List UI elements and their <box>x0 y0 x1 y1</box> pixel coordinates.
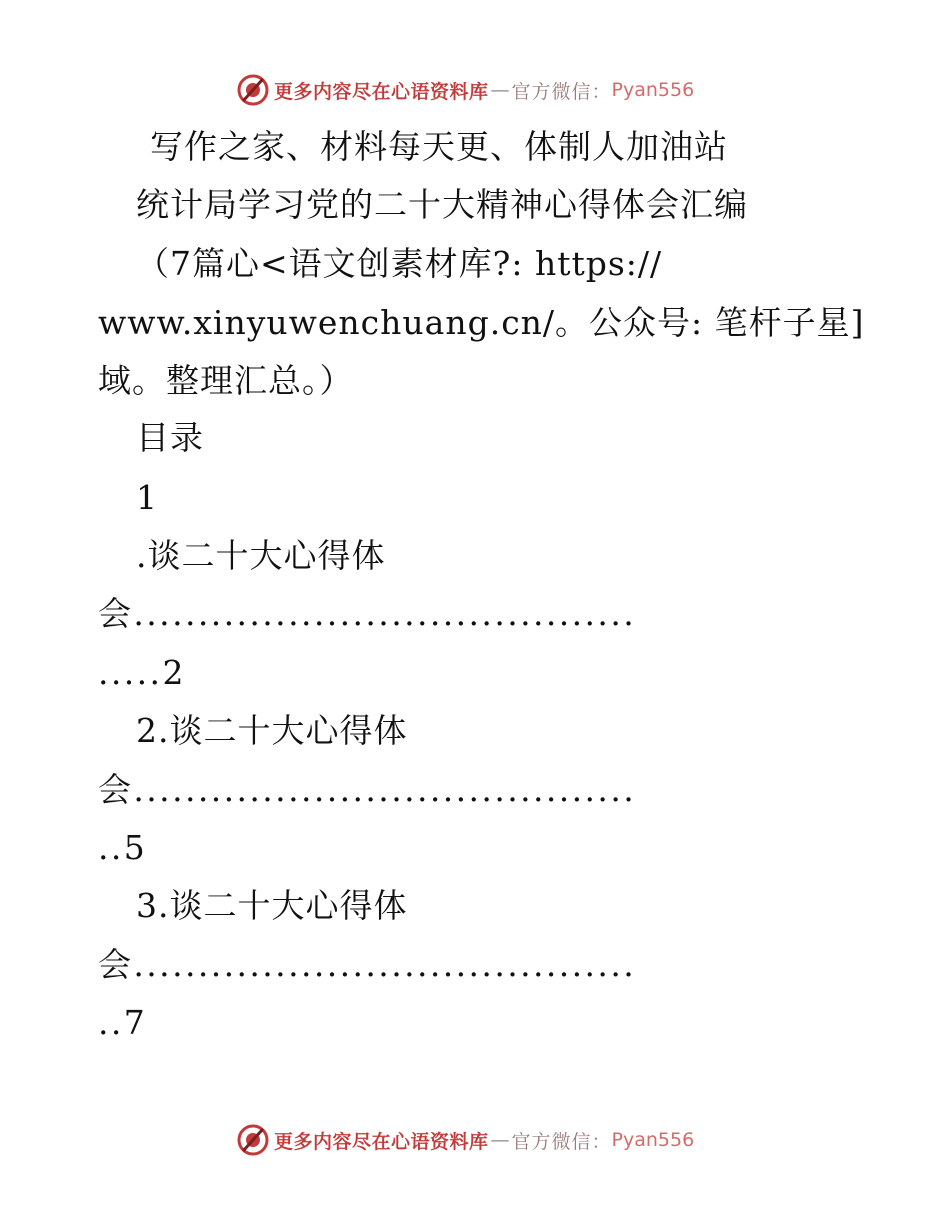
banner-wechat-label: 官方微信： <box>511 80 612 103</box>
toc-entry-1-dots: 会....................................... <box>98 594 637 633</box>
toc-entry-3-page: ..7 <box>98 1003 148 1042</box>
banner-wechat-id: Pyan556 <box>611 1129 695 1151</box>
toc-entry-2-dots: 会....................................... <box>98 770 637 809</box>
doc-line-1: 写作之家、材料每天更、体制人加油站 <box>150 127 728 166</box>
banner-wechat-id: Pyan556 <box>611 79 695 101</box>
doc-title: 统计局学习党的二十大精神心得体会汇编 <box>136 185 748 224</box>
header-banner <box>236 72 694 108</box>
toc-entry-2-title: 2.谈二十大心得体 <box>136 711 408 750</box>
toc-entry-1-title: .谈二十大心得体 <box>136 536 386 575</box>
toc-entry-1-page: .....2 <box>98 653 186 692</box>
toc-title: 目录 <box>136 418 204 457</box>
toc-entry-2-page: ..5 <box>98 828 148 867</box>
banner-wechat-label: 官方微信： <box>511 1130 612 1153</box>
toc-entry-3-dots: 会....................................... <box>98 945 637 984</box>
pen-circle-logo-icon <box>236 73 270 107</box>
banner-dash: — <box>490 79 510 101</box>
doc-line-4: www.xinyuwenchuang.cn/。公众号: 笔杆子星] <box>98 303 865 342</box>
banner-main-text: 更多内容尽在心语资料库 <box>274 80 489 103</box>
doc-line-5: 域。整理汇总。） <box>98 361 354 400</box>
banner-main-text: 更多内容尽在心语资料库 <box>274 1130 489 1153</box>
toc-number-1: 1 <box>136 478 158 517</box>
doc-line-3: （7篇心<语文创素材库?: https:// <box>136 244 663 283</box>
pen-circle-logo-icon <box>236 1123 270 1157</box>
footer-banner <box>236 1122 694 1158</box>
toc-entry-3-title: 3.谈二十大心得体 <box>136 886 408 925</box>
banner-dash: — <box>490 1129 510 1151</box>
